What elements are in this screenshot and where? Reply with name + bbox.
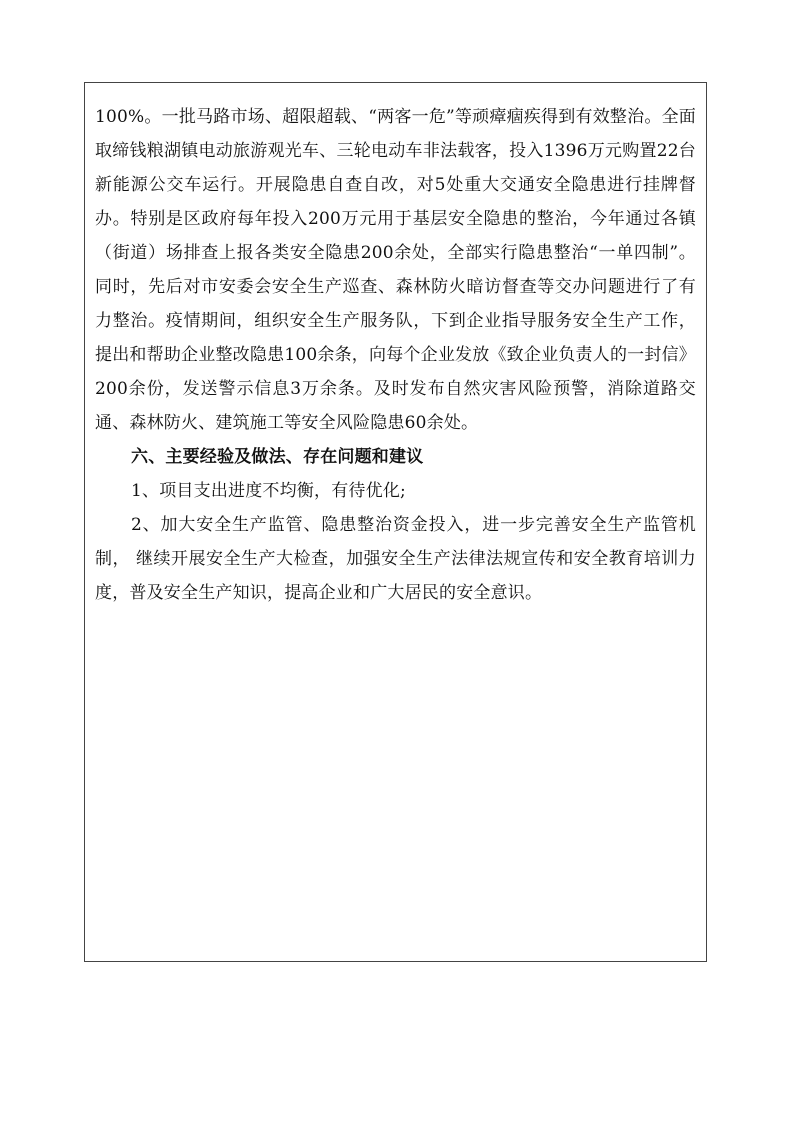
document-body	[95, 100, 696, 610]
content-table-cell	[84, 82, 707, 962]
section-heading: 六、主要经验及做法、存在问题和建议	[131, 447, 424, 467]
list-item: 2、加大安全生产监管、隐患整治资金投入，进一步完善安全生产监管机制， 继续开展安全生产大检查，加强安全生产法律法规宣传和安全教育培训力度，普及安全生产知识，提高企业和广大居民的安全意识。	[95, 515, 696, 603]
intro-paragraph: 100%。一批马路市场、超限超载、“两客一危”等顽瘴痼疾得到有效整治。全面取缔钱粮湖镇电动旅游观光车、三轮电动车非法载客，投入1396万元购置22台新能源公交车运行。开展隐患自查自改，对5处重大交通安全隐患进行挂牌督办。特别是区政府每年投入200万元用于基层安全隐患的整治，今年通过各镇（街道）场排查上报各类安全隐患200余处，全部实行隐患整治“一单四制”。同时，先后对市安委会安全生产巡查、森林防火暗访督查等交办问题进行了有力整治。疫情期间，组织安全生产服务队，下到企业指导服务安全生产工作，提出和帮助企业整改隐患100余条，向每个企业发放《致企业负责人的一封信》200余份，发送警示信息3万余条。及时发布自然灾害风险预警，消除道路交通、森林防火、建筑施工等安全风险隐患60余处。	[95, 107, 696, 433]
list-item: 1、项目支出进度不均衡，有待优化;	[131, 481, 406, 501]
